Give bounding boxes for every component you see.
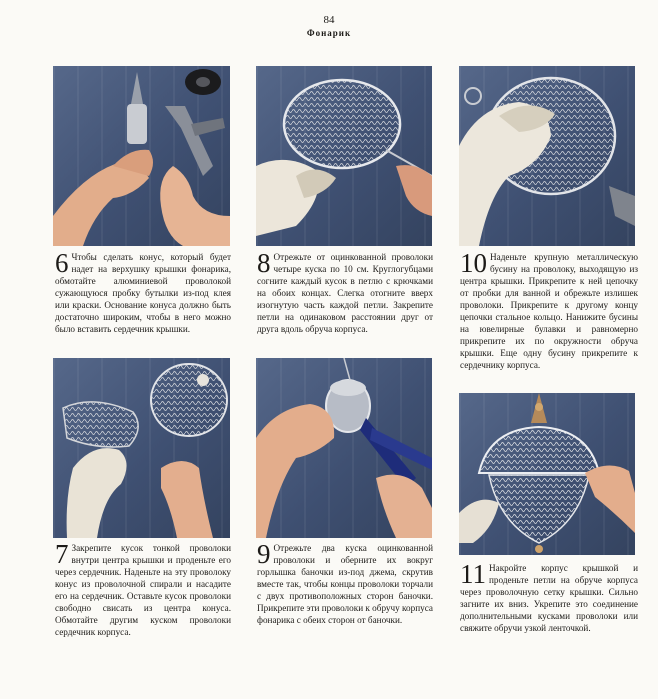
step-number: 11 xyxy=(460,559,486,589)
step-number: 9 xyxy=(257,539,271,569)
step-text: Чтобы сделать конус, который будет надет на верхушку крышки фонарика, обмотайте алюминиевой проволокой сужающуюся пробку бутылки из-под клея или краски. Основание конуса должно быть достаточно широким, чтобы в него можно было вставить сердечник крышки. xyxy=(55,252,231,334)
photo-step-11-illustration xyxy=(459,393,635,555)
photo-step-9 xyxy=(256,358,432,538)
photo-step-8-illustration xyxy=(256,66,432,246)
section-title: Фонарик xyxy=(306,28,352,38)
instruction-step-8 xyxy=(257,248,433,335)
instruction-step-10 xyxy=(460,248,638,371)
step-text: Накройте корпус крышкой и проденьте петли на обруче корпуса через проволочную сетку крышки. Сильно загните их вниз. Укрепите это соединение дополнительными кусками проволоки или свяжите обручи узкой ленточкой. xyxy=(460,563,638,633)
photo-step-8 xyxy=(256,66,432,246)
instruction-step-7 xyxy=(55,539,231,638)
step-text: Закрепите кусок тонкой проволоки внутри центра крышки и проденьте его через сердечник. Наденьте на эту проволоку конус из проволочной спирали и насадите его на сердечник. Оставьте кусок проволоки свободно свисать из центра конуса. Обмотайте другим куском проволоки сердечник корпуса. xyxy=(55,543,231,637)
photo-step-6-illustration xyxy=(53,66,230,246)
photo-step-9-illustration xyxy=(256,358,432,538)
step-number: 8 xyxy=(257,248,271,278)
instruction-step-6 xyxy=(55,248,231,335)
step-number: 10 xyxy=(460,248,487,278)
step-text: Отрежьте от оцинкованной проволоки четыре куска по 10 см. Круглогубцами согните каждый кусок в петлю с крючками на обоих концах. Слегка отогните вверх изогнутую часть каждой петли. Закрепите петли на одинаковом расстоянии друг от друга вдоль обруча корпуса. xyxy=(257,252,433,334)
step-number: 7 xyxy=(55,539,69,569)
photo-step-7 xyxy=(53,358,230,538)
instruction-step-11 xyxy=(460,559,638,634)
instruction-step-9 xyxy=(257,539,433,626)
step-text: Наденьте крупную металлическую бусину на проволоку, выходящую из центра крышки. Прикрепите к ней цепочку от пробки для ванной и обрежьте излишек проволоки. Прикрепите к другому концу цепочки стальное кольцо. Нанижите бусины на ювелирные булавки и равномерно прикрепите их по окружности обруча крышки. Еще одну бусину прикрепите к сердечнику корпуса. xyxy=(460,252,638,370)
photo-step-11 xyxy=(459,393,635,555)
photo-step-10 xyxy=(459,66,635,246)
step-number: 6 xyxy=(55,248,69,278)
photo-step-7-illustration xyxy=(53,358,230,538)
photo-step-10-illustration xyxy=(459,66,635,246)
photo-step-6 xyxy=(53,66,230,246)
page-header xyxy=(0,14,658,38)
step-text: Отрежьте два куска оцинкованной проволоки и оберните их вокруг горлышка баночки из-под джема, скрутив вместе так, чтобы концы проволоки торчали с двух противоположных сторон баночки. Прикрепите эти проволоки к обручу корпуса фонарика с обеих сторон от баночки. xyxy=(257,543,433,625)
page-number: 84 xyxy=(323,14,335,26)
